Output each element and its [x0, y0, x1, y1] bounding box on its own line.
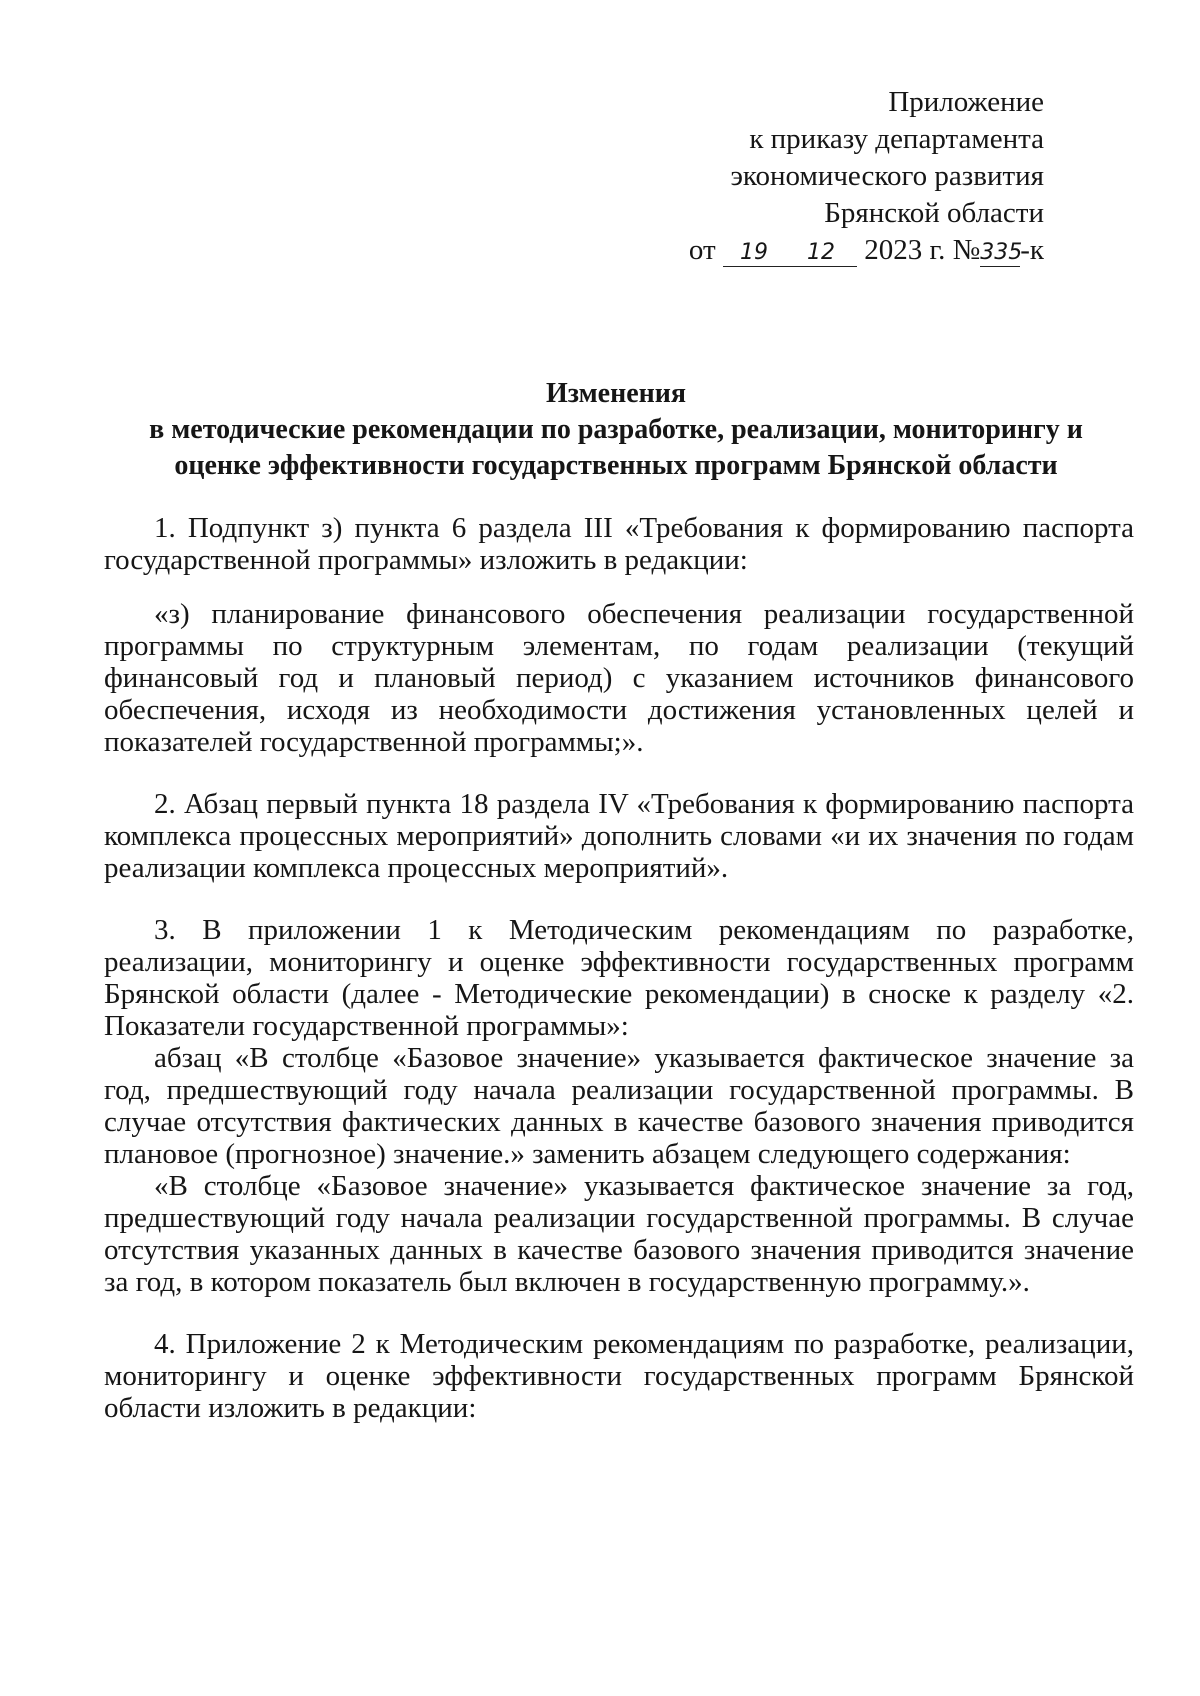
- appendix-title: Приложение: [888, 86, 1044, 118]
- appendix-header: [689, 84, 1044, 269]
- paragraph-old-text: абзац «В столбце «Базовое значение» указывается фактическое значение за год, предшествующий году начала реализации государственной программы. В случае отсутствия фактических данных в качестве базового значения приводится плановое (прогнозное) значение.» заменить абзацем следующего содержания:: [104, 1042, 1134, 1170]
- paragraph-item-3: 3. В приложении 1 к Методическим рекомендациям по разработке, реализации, мониторингу и оценке эффективности государственных программ Брянской области (далее - Методические рекомендации) в сноске к разделу «2. Показатели государственной программы»:: [104, 914, 1134, 1042]
- appendix-department: экономического развития: [730, 160, 1044, 192]
- date-day: 19: [723, 237, 785, 267]
- order-number-suffix: -к: [1020, 234, 1044, 266]
- order-number: 335: [980, 237, 1020, 267]
- paragraph-quote-z: «з) планирование финансового обеспечения реализации государственной программы по структурным элементам, по годам реализации (текущий финансовый год и плановый период) с указанием источников финансового обеспечения, исходя из необходимости достижения установленных целей и показателей государственной программы;».: [104, 598, 1134, 758]
- date-month: 12: [785, 237, 857, 267]
- date-year: 2023 г. №: [864, 234, 981, 266]
- paragraph-item-2: 2. Абзац первый пункта 18 раздела IV «Требования к формированию паспорта комплекса процессных мероприятий» дополнить словами «и их значения по годам реализации комплекса процессных мероприятий».: [104, 788, 1134, 884]
- appendix-date-line: [689, 232, 1044, 269]
- paragraph-item-1: 1. Подпункт з) пункта 6 раздела III «Требования к формированию паспорта государственной программы» изложить в редакции:: [104, 512, 1134, 576]
- paragraph-new-text: «В столбце «Базовое значение» указывается фактическое значение за год, предшествующий году начала реализации государственной программы. В случае отсутствия указанных данных в качестве базового значения приводится значение за год, в котором показатель был включен в государственную программу.».: [104, 1170, 1134, 1298]
- paragraph-item-4: 4. Приложение 2 к Методическим рекомендациям по разработке, реализации, мониторингу и оценке эффективности государственных программ Брянской области изложить в редакции:: [104, 1328, 1134, 1424]
- title-subject-line2: оценке эффективности государственных программ Брянской области: [174, 450, 1058, 481]
- appendix-region: Брянской области: [824, 197, 1044, 229]
- title-heading: Изменения: [545, 378, 687, 409]
- appendix-order-ref: к приказу департамента: [749, 123, 1044, 155]
- document-title: [100, 376, 1132, 484]
- date-prefix: от: [688, 234, 716, 266]
- document-body: [104, 512, 1134, 1424]
- title-subject-line1: в методические рекомендации по разработке, реализации, мониторингу и: [149, 414, 1083, 445]
